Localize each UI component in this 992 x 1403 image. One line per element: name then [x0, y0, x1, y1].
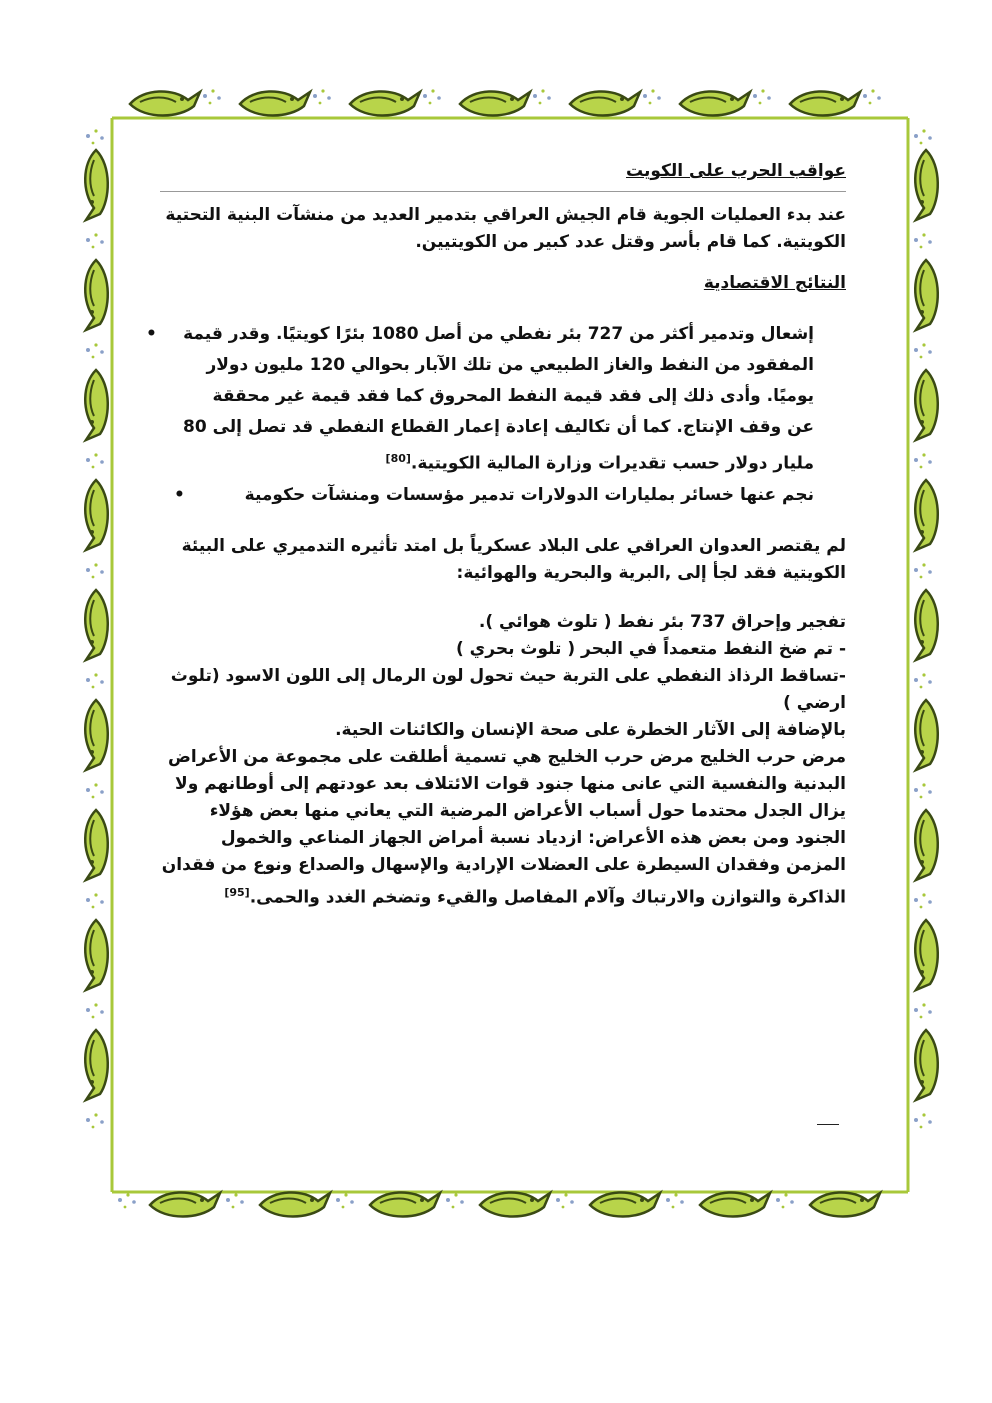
env-item: - تم ضخ النفط متعمداً في البحر ( تلوث بحري ): [455, 638, 846, 659]
footnote-ref[interactable]: [95]: [224, 885, 250, 899]
bullet-icon: •: [146, 324, 157, 344]
bullet-text: إشعال وتدمير أكثر من 727 بئر نفطي من أصل 1080 بئرًا كويتيًا. وقدر قيمة المفقود من النفط والغاز الطبيعي من تلك الآبار بحوالي 120 مليون دولار يوميًا. وأدى ذلك إلى فقد قيمة النفط المحروق كما فقد قيمة غير محققة عن وقف الإنتاج. كما أن تكاليف إعادة إعمار القطاع النفطي قد تصل إلى 80 مليار دولار حسب تقديرات وزارة المالية الكويتية.: [183, 324, 814, 474]
env-item: -تساقط الرذاذ النفطي على التربة حيث تحول لون الرمال إلى اللون الاسود (تلوث ارضي ): [170, 665, 846, 713]
env-item: بالإضافة إلى الآثار الخطرة على صحة الإنسان والكائنات الحية.: [335, 719, 846, 740]
syndrome-text: مرض حرب الخليج مرض حرب الخليج هي تسمية أطلقت على مجموعة من الأعراض البدنية والنفسية التي عانى منها جنود قوات الائتلاف بعد عودتهم إلى أوطانهم ولا يزال الجدل محتدما حول أسباب الأعراض المرضية التي يعاني منها بعض هؤلاء الجنود ومن بعض هذه الأعراض: ازدياد نسبة أمراض الجهاز المناعي والخمول المزمن وفقدان السيطرة على العضلات الإرادية والإسهال والصداع ونوع من فقدان الذاكرة والتوازن والارتباك وآلام المفاصل والقيء وتضخم الغدد والحمى.: [161, 746, 846, 908]
end-dash: [817, 1124, 839, 1125]
env-item: تفجير وإحراق 737 بئر نفط ( تلوث هوائي ).: [478, 611, 846, 632]
economic-bullets: [146, 319, 846, 511]
footnote-ref[interactable]: [80]: [385, 452, 411, 465]
economic-heading: النتائج الاقتصادية: [703, 273, 846, 293]
bullet-icon: •: [174, 484, 185, 505]
title-divider: [160, 191, 846, 192]
environment-intro: لم يقتصر العدوان العراقي على البلاد عسكرياً بل امتد تأثيره التدميري على البيئة الكويتية فقد لجأ إلى ,البرية والبحرية والهوائية:: [181, 535, 846, 583]
gulf-war-syndrome-paragraph: [160, 744, 846, 912]
intro-paragraph: عند بدء العمليات الجوية قام الجيش العراقي بتدمير العديد من منشآت البنية التحتية الكويتية. كما قام بأسر وقتل عدد كبير من الكويتيين.: [165, 205, 846, 252]
article-title: عواقب الحرب على الكويت: [626, 161, 846, 181]
bullet-text: نجم عنها خسائر بمليارات الدولارات تدمير مؤسسات ومنشآت حكومية: [244, 484, 814, 505]
list-item: [160, 480, 846, 511]
list-item: [146, 319, 846, 480]
article-body: [146, 158, 846, 911]
